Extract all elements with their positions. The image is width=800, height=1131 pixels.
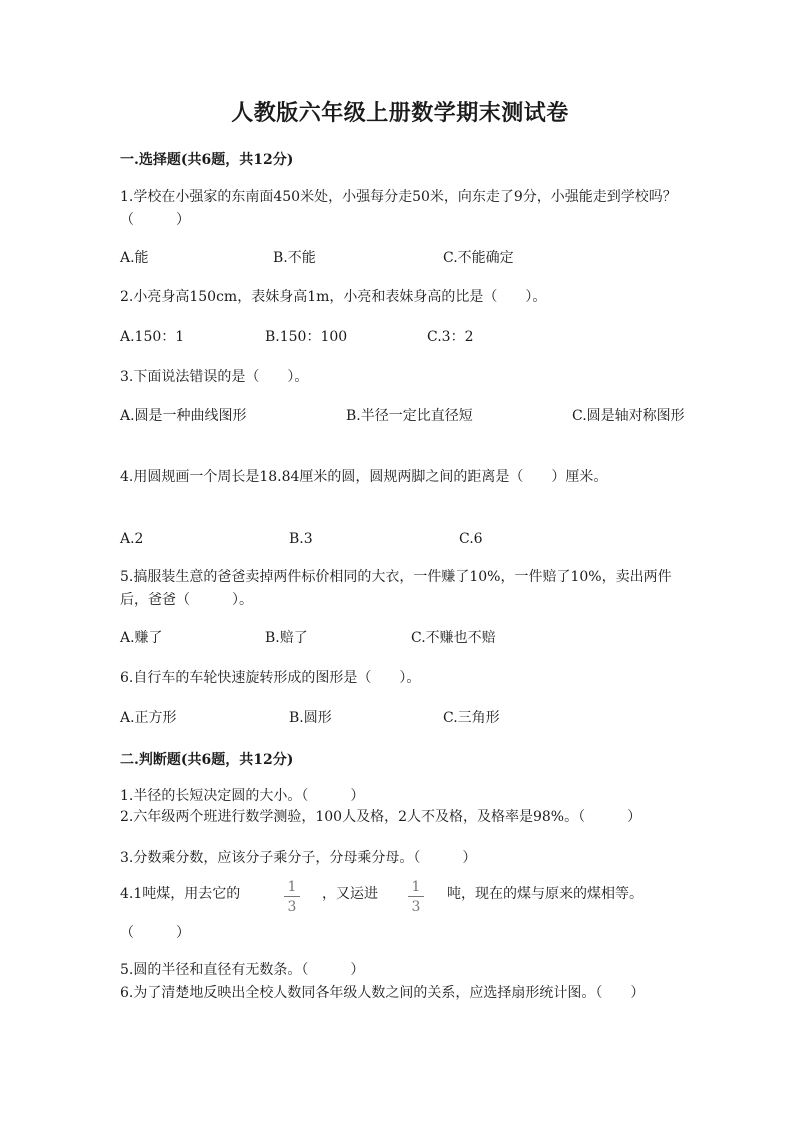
choice-options-3 <box>120 405 685 428</box>
fraction-one-third <box>284 879 300 915</box>
section-heading-choice: 一.选择题(共6题，共12分) <box>120 152 294 168</box>
question-4-answer-paren: （ ） <box>120 925 190 941</box>
option-a: A.赚了 <box>120 630 163 646</box>
option-b: B.3 <box>289 531 313 547</box>
choice-options-6 <box>120 707 685 731</box>
choice-question-6: 6.自行车的车轮快速旋转形成的图形是（ ）。 <box>120 670 421 686</box>
option-a: A.正方形 <box>120 710 177 726</box>
question-4-part-2: ，又运进 <box>322 886 378 902</box>
judgement-question-3: 3.分数乘分数，应该分子乘分子，分母乘分母。（ ） <box>120 850 477 866</box>
choice-options-5 <box>120 627 685 651</box>
judgement-question-6: 6.为了清楚地反映出全校人数同各年级人数之间的关系，应选择扇形统计图。（ ） <box>120 985 645 1001</box>
option-a: A.圆是一种曲线图形 <box>120 408 247 424</box>
fraction-bar <box>284 896 300 897</box>
section-heading-judgement: 二.判断题(共6题，共12分) <box>120 752 294 768</box>
option-a: A.150：1 <box>120 329 185 345</box>
option-a: A.2 <box>120 531 144 547</box>
judgement-question-1: 1.半径的长短决定圆的大小。（ ） <box>120 788 365 804</box>
option-c: C.不能确定 <box>443 250 514 266</box>
fraction-numerator: 1 <box>411 879 421 895</box>
option-a: A.能 <box>120 250 149 266</box>
choice-question-5: 5.搞服装生意的爸爸卖掉两件标价相同的大衣，一件赚了10%，一件赔了10%，卖出两件后，爸爸（ ）。 <box>120 569 672 608</box>
fraction-one-third <box>408 879 424 915</box>
judgement-question-5: 5.圆的半径和直径有无数条。（ ） <box>120 962 365 978</box>
option-c: C.三角形 <box>443 710 500 726</box>
option-b: B.半径一定比直径短 <box>346 408 473 424</box>
fraction-denominator: 3 <box>287 899 297 915</box>
option-c: C.不赚也不赔 <box>411 630 496 646</box>
judgement-question-2: 2.六年级两个班进行数学测验，100人及格，2人不及格，及格率是98%。（ ） <box>120 809 642 825</box>
choice-question-3: 3.下面说法错误的是（ ）。 <box>120 369 309 385</box>
choice-options-4 <box>120 528 685 552</box>
option-b: B.不能 <box>273 250 316 266</box>
fraction-denominator: 3 <box>411 899 421 915</box>
option-b: B.150：100 <box>265 329 348 345</box>
choice-question-1: 1.学校在小强家的东南面450米处，小强每分走50米，向东走了9分，小强能走到学校吗？（ ） <box>120 189 677 228</box>
option-c: C.圆是轴对称图形 <box>572 408 685 424</box>
option-b: B.赔了 <box>265 630 308 646</box>
question-4-part-1: 4.1吨煤，用去它的 <box>120 886 241 902</box>
question-4-part-3: 吨，现在的煤与原来的煤相等。 <box>447 886 643 902</box>
option-c: C.6 <box>459 531 483 547</box>
choice-options-1 <box>120 247 685 271</box>
fraction-bar <box>408 896 424 897</box>
choice-options-2 <box>120 326 685 350</box>
option-c: C.3：2 <box>427 329 474 345</box>
choice-question-2: 2.小亮身高150cm，表妹身高1m，小亮和表妹身高的比是（ ）。 <box>120 289 547 305</box>
choice-question-4: 4.用圆规画一个周长是18.84厘米的圆，圆规两脚之间的距离是（ ）厘米。 <box>120 469 608 485</box>
option-b: B.圆形 <box>289 710 332 726</box>
page-title: 人教版六年级上册数学期末测试卷 <box>231 100 569 126</box>
fraction-numerator: 1 <box>287 879 297 895</box>
